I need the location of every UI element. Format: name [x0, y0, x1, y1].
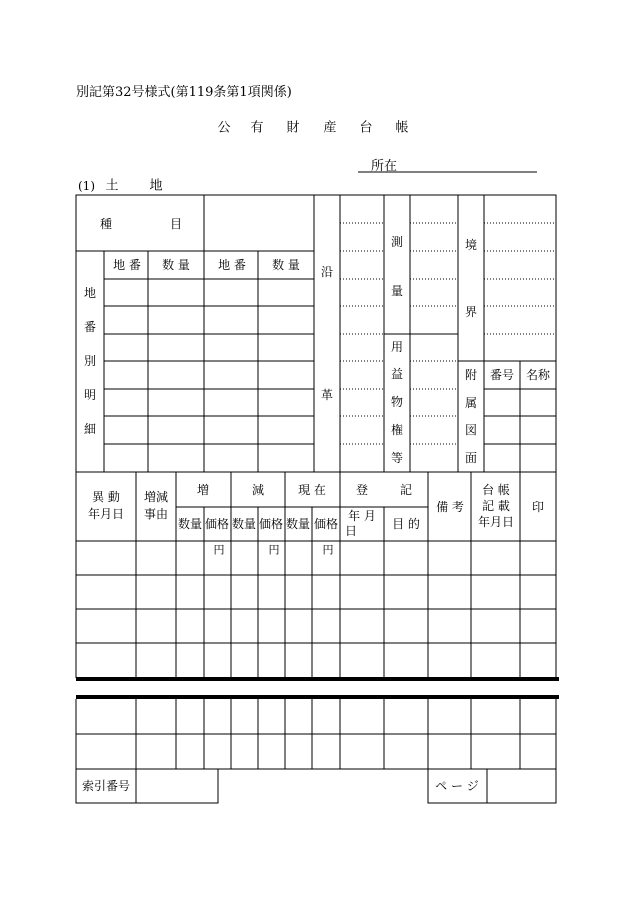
- section-char: 土: [105, 178, 119, 194]
- lot-detail-char: 別: [83, 354, 97, 368]
- lot-detail-char: 番: [83, 320, 97, 334]
- usage-rights-char: 権: [390, 423, 404, 437]
- section-char: 地: [149, 178, 163, 194]
- registration-char: 記: [399, 483, 413, 497]
- ledger-entry-date-label: 年月日: [477, 515, 515, 529]
- seal-label: 印: [531, 500, 545, 514]
- price-header: 価格: [204, 517, 230, 531]
- increase-label: 増: [196, 483, 210, 497]
- ledger-entry-date-label: 記 載: [482, 499, 510, 513]
- registration-date-label: 日: [344, 524, 358, 538]
- remarks-label: 備 考: [436, 500, 464, 514]
- quantity-header: 数量: [231, 517, 257, 531]
- drawings-char: 図: [464, 423, 478, 437]
- quantity-column-header: 数 量: [162, 258, 190, 272]
- price-header: 価格: [313, 517, 339, 531]
- drawings-char: 附: [464, 368, 478, 382]
- number-column-header: 番号: [489, 368, 515, 382]
- drawings-char: 属: [464, 396, 478, 410]
- boundary-char: 境: [464, 238, 478, 252]
- lot-detail-char: 明: [83, 388, 97, 402]
- title-char: 台: [359, 120, 373, 136]
- change-date-label: 年月日: [87, 507, 125, 521]
- price-header: 価格: [258, 517, 284, 531]
- usage-rights-char: 等: [390, 451, 404, 465]
- yen-unit: 円: [213, 543, 225, 557]
- drawings-char: 面: [464, 451, 478, 465]
- lot-detail-char: 細: [83, 422, 97, 436]
- usage-rights-char: 用: [390, 340, 404, 354]
- change-reason-label: 事由: [143, 507, 169, 521]
- location-label: 所在: [371, 159, 398, 174]
- section-number: (1): [78, 179, 95, 193]
- registration-char: 登: [355, 483, 369, 497]
- kind-label-char: 目: [169, 217, 183, 231]
- kind-label-char: 種: [99, 217, 113, 231]
- history-char: 沿: [320, 265, 334, 279]
- current-label: 現 在: [298, 483, 326, 497]
- lot-detail-char: 地: [83, 286, 97, 300]
- change-reason-label: 増減: [143, 490, 169, 504]
- change-date-label: 異 動: [92, 490, 120, 504]
- yen-unit: 円: [322, 543, 334, 557]
- usage-rights-char: 物: [390, 395, 404, 409]
- history-char: 革: [320, 388, 334, 402]
- boundary-char: 界: [464, 305, 478, 319]
- form-number: 別記第32号様式(第119条第1項関係): [76, 85, 292, 100]
- yen-unit: 円: [268, 543, 280, 557]
- title-char: 有: [250, 120, 264, 136]
- registration-purpose-label: 目 的: [392, 517, 420, 531]
- name-column-header: 名称: [525, 368, 551, 382]
- lot-column-header: 地 番: [218, 258, 246, 272]
- lot-column-header: 地 番: [113, 258, 141, 272]
- title-char: 産: [323, 120, 337, 136]
- quantity-header: 数量: [177, 517, 203, 531]
- survey-char: 量: [390, 284, 404, 298]
- ledger-entry-date-label: 台 帳: [482, 483, 510, 497]
- index-number-label: 索引番号: [81, 779, 131, 793]
- quantity-header: 数量: [285, 517, 311, 531]
- registration-date-label: 年 月: [348, 509, 376, 523]
- survey-char: 測: [390, 235, 404, 249]
- usage-rights-char: 益: [390, 367, 404, 381]
- page-label: ペ ー ジ: [435, 779, 479, 793]
- title-char: 公: [217, 120, 231, 136]
- title-char: 帳: [395, 120, 409, 136]
- quantity-column-header: 数 量: [272, 258, 300, 272]
- title-char: 財: [286, 120, 300, 136]
- decrease-label: 減: [251, 483, 265, 497]
